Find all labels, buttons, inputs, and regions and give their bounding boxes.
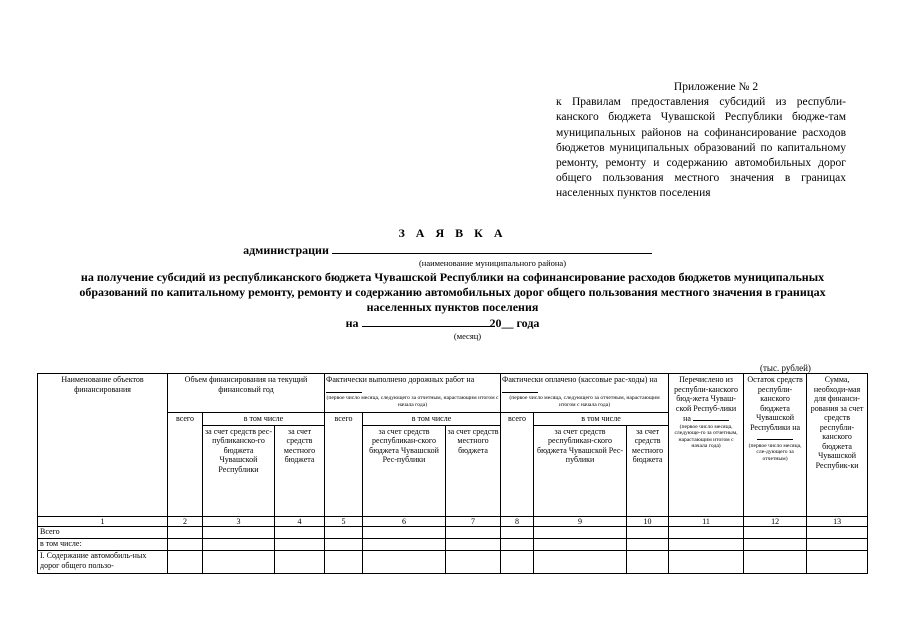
table-row <box>38 527 868 539</box>
header-transferred-on: на <box>683 414 691 423</box>
header-volume-local: за счет средств местного бюджета <box>275 425 325 516</box>
table-cell[interactable] <box>807 551 868 574</box>
header-done-local: за счет средств местного бюджета <box>446 425 501 516</box>
col-num: 4 <box>275 516 325 527</box>
header-done-hint: (первое число месяца, следующего за отчетным, нарастающим итогом с начала года) <box>326 395 499 408</box>
table-cell[interactable] <box>627 539 669 551</box>
header-volume-rep: за счет средств рес-публиканско-го бюджета Чувашской Республики <box>203 425 275 516</box>
header-transferred-blank <box>693 413 729 421</box>
period-year: 20__ года <box>489 316 540 330</box>
table-cell[interactable] <box>669 539 744 551</box>
col-num: 7 <box>446 516 501 527</box>
header-balance-blank <box>757 432 793 440</box>
header-transferred-hint: (первое число месяца, следующе-го за отчетным, нарастающим итогом с начала года) <box>674 423 738 449</box>
header-paid-title: Фактически оплачено (кассовые рас-ходы) на <box>502 375 658 384</box>
administration-blank <box>332 242 652 254</box>
col-num: 13 <box>807 516 868 527</box>
month-blank <box>362 315 490 327</box>
application-table <box>37 373 868 574</box>
header-transferred-title: Перечислено из республи-канского бюд-жета Чуваш-ской Респуб-лики <box>674 375 739 413</box>
table-cell[interactable] <box>275 539 325 551</box>
table-cell[interactable] <box>446 527 501 539</box>
header-volume-including: в том числе <box>203 413 325 426</box>
row-label: Всего <box>38 527 168 539</box>
table-cell[interactable] <box>534 539 627 551</box>
header-paid <box>501 374 669 413</box>
header-transferred <box>669 374 744 517</box>
col-num: 2 <box>168 516 203 527</box>
administration-hint: (наименование муниципального района) <box>418 258 567 268</box>
table-cell[interactable] <box>744 551 807 574</box>
table-cell[interactable] <box>446 551 501 574</box>
month-hint: (месяц) <box>453 331 482 341</box>
table-cell[interactable] <box>325 551 363 574</box>
table-row <box>38 551 868 574</box>
header-balance-hint: (первое число месяца, сле-дующего за отчетным) <box>748 442 802 462</box>
table-cell[interactable] <box>363 551 446 574</box>
document-heading <box>0 226 905 341</box>
col-num: 9 <box>534 516 627 527</box>
table-cell[interactable] <box>363 527 446 539</box>
col-num: 8 <box>501 516 534 527</box>
table-cell[interactable] <box>168 539 203 551</box>
table-cell[interactable] <box>325 539 363 551</box>
appendix-block <box>556 80 846 202</box>
header-volume: Объем финансирования на текущий финансовый год <box>168 374 325 413</box>
period-prefix: на <box>345 316 359 330</box>
header-balance <box>744 374 807 517</box>
table-cell[interactable] <box>627 527 669 539</box>
table-cell[interactable] <box>534 551 627 574</box>
table-row <box>38 539 868 551</box>
units-label: (тыс. рублей) <box>760 363 811 373</box>
header-paid-rep: за счет средств республикан-ского бюджета Чувашской Рес-публики <box>534 425 627 516</box>
row-label: в том числе: <box>38 539 168 551</box>
header-done-rep: за счет средств республикан-ского бюджета Чувашской Рес-публики <box>363 425 446 516</box>
header-needed: Сумма, необходи-мая для финанси-рования за счет средств республи-канского бюджета Чувашской Респубик-ки <box>807 374 868 517</box>
purpose-text: на получение субсидий из республиканского бюджета Чувашской Республики на софинансирование расходов бюджетов муниципальных образований по капитальному ремонту, ремонту и содержанию автомобильных дорог общего пользования местного значения в границах населенных пунктов поселения <box>79 270 826 314</box>
period-line <box>0 315 905 331</box>
header-paid-blank <box>502 385 538 393</box>
appendix-title: Приложение № 2 <box>673 81 759 93</box>
administration-line <box>0 242 905 258</box>
header-row-1 <box>38 374 868 413</box>
table-cell[interactable] <box>203 527 275 539</box>
header-paid-hint: (первое число месяца, следующего за отчетным, нарастающим итогом с начала года) <box>509 395 660 408</box>
table-cell[interactable] <box>669 551 744 574</box>
table-cell[interactable] <box>744 527 807 539</box>
table-cell[interactable] <box>168 551 203 574</box>
header-done <box>325 374 501 413</box>
table-cell[interactable] <box>627 551 669 574</box>
col-num: 6 <box>363 516 446 527</box>
col-num: 3 <box>203 516 275 527</box>
table-cell[interactable] <box>501 551 534 574</box>
col-num: 1 <box>38 516 168 527</box>
table-cell[interactable] <box>325 527 363 539</box>
table-cell[interactable] <box>807 527 868 539</box>
header-done-total: всего <box>325 413 363 517</box>
table-cell[interactable] <box>168 527 203 539</box>
table-cell[interactable] <box>203 539 275 551</box>
table-cell[interactable] <box>363 539 446 551</box>
table-cell[interactable] <box>534 527 627 539</box>
appendix-text: к Правилам предоставления субсидий из республи-канского бюджета Чувашской Республики бюдже-там муниципальных районов на софинансирование расходов бюджетов муниципальных образований по капитальному ремонту, ремонту и содержанию автомобильных дорог общего пользования местного значения в границах населенных пунктов поселения <box>556 96 846 200</box>
header-paid-total: всего <box>501 413 534 517</box>
table-cell[interactable] <box>446 539 501 551</box>
col-num: 10 <box>627 516 669 527</box>
header-paid-local: за счет средств местного бюджета <box>627 425 669 516</box>
header-paid-including: в том числе <box>534 413 669 426</box>
table-cell[interactable] <box>203 551 275 574</box>
header-balance-title: Остаток средств республи-канского бюджета Чувашской Республики на <box>747 375 803 432</box>
header-done-blank <box>326 385 362 393</box>
col-num: 11 <box>669 516 744 527</box>
table-cell[interactable] <box>501 527 534 539</box>
col-num: 5 <box>325 516 363 527</box>
col-num: 12 <box>744 516 807 527</box>
column-numbers-row <box>38 516 868 527</box>
document-title: З А Я В К А <box>398 226 507 240</box>
table-cell[interactable] <box>275 551 325 574</box>
header-done-title: Фактически выполнено дорожных работ на <box>326 375 475 384</box>
administration-label: администрации <box>243 243 329 257</box>
row-label: I. Содержание автомобиль-ных дорог общего пользо- <box>38 551 168 574</box>
table-cell[interactable] <box>807 539 868 551</box>
table-cell[interactable] <box>669 527 744 539</box>
table-cell[interactable] <box>275 527 325 539</box>
table-cell[interactable] <box>501 539 534 551</box>
table-cell[interactable] <box>744 539 807 551</box>
header-volume-total: всего <box>168 413 203 517</box>
header-name: Наименование объектов финансирования <box>38 374 168 517</box>
header-done-including: в том числе <box>363 413 501 426</box>
